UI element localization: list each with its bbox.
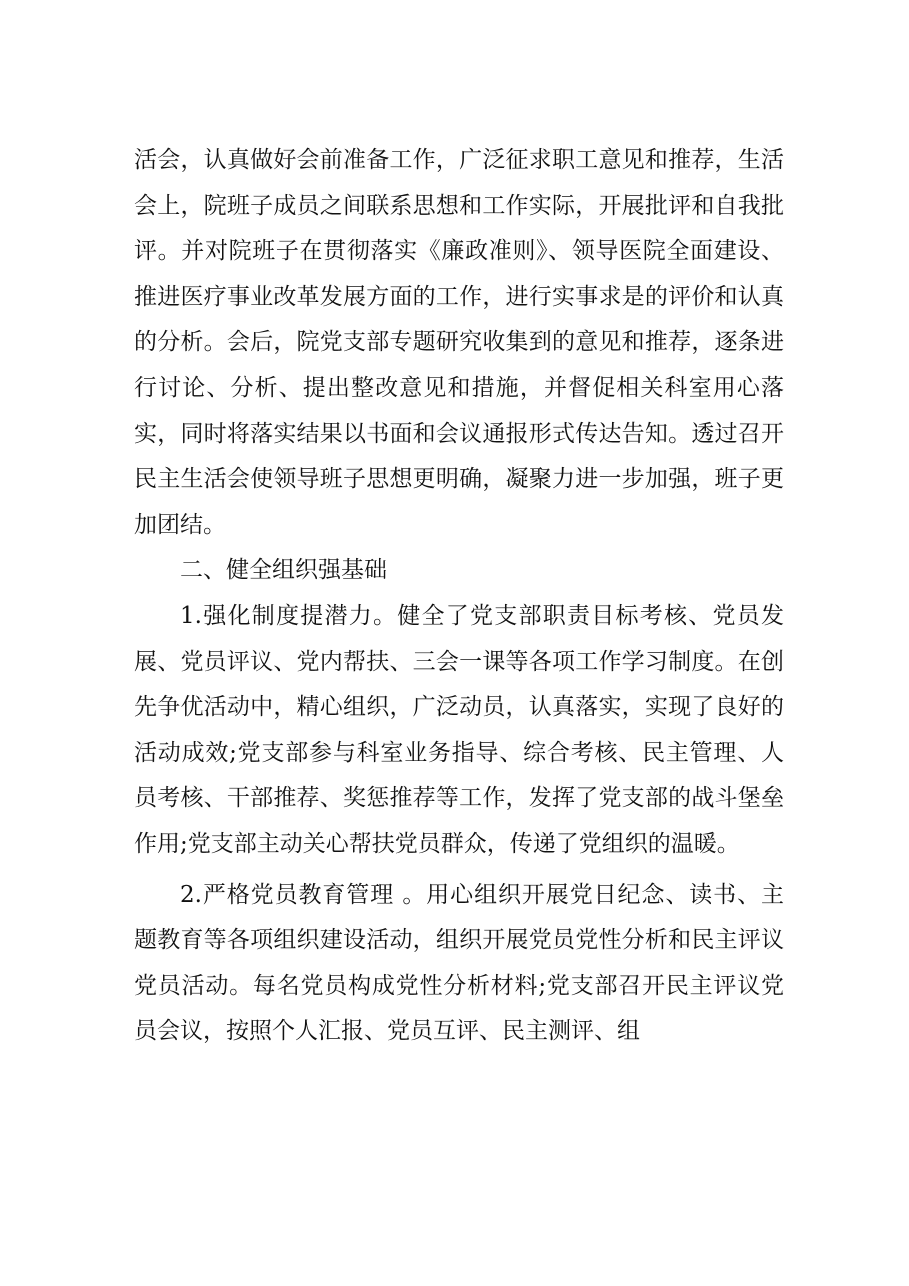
document-body (134, 138, 784, 1055)
paragraph-item-2: 2.严格党员教育管理 。用心组织开展党日纪念、读书、主题教育等各项组织建设活动，组织开展党员党性分析和民主评议党员活动。每名党员构成党性分析材料;党支部召开民主评议党员会议，按照个人汇报、党员互评、民主测评、组 (134, 881, 784, 1045)
section-heading: 二、健全组织强基础 (180, 557, 387, 584)
paragraph-continuation: 活会，认真做好会前准备工作，广泛征求职工意见和推荐，生活会上，院班子成员之间联系思想和工作实际，开展批评和自我批评。并对院班子在贯彻落实《廉政准则》、领导医院全面建设、推进医疗事业改革发展方面的工作，进行实事求是的评价和认真的分析。会后，院党支部专题研究收集到的意见和推荐，逐条进行讨论、分析、提出整改意见和措施，并督促相关科室用心落实，同时将落实结果以书面和会议通报形式传达告知。透过召开民主生活会使领导班子思想更明确，凝聚力进一步加强，班子更加团结。 (134, 147, 784, 538)
paragraph-item-1: 1.强化制度提潜力。健全了党支部职责目标考核、党员发展、党员评议、党内帮扶、三会一课等各项工作学习制度。在创先争优活动中，精心组织，广泛动员，认真落实，实现了良好的活动成效;党支部参与科室业务指导、综合考核、民主管理、人员考核、干部推荐、奖惩推荐等工作，发挥了党支部的战斗堡垒作用;党支部主动关心帮扶党员群众，传递了党组织的温暖。 (134, 602, 784, 857)
